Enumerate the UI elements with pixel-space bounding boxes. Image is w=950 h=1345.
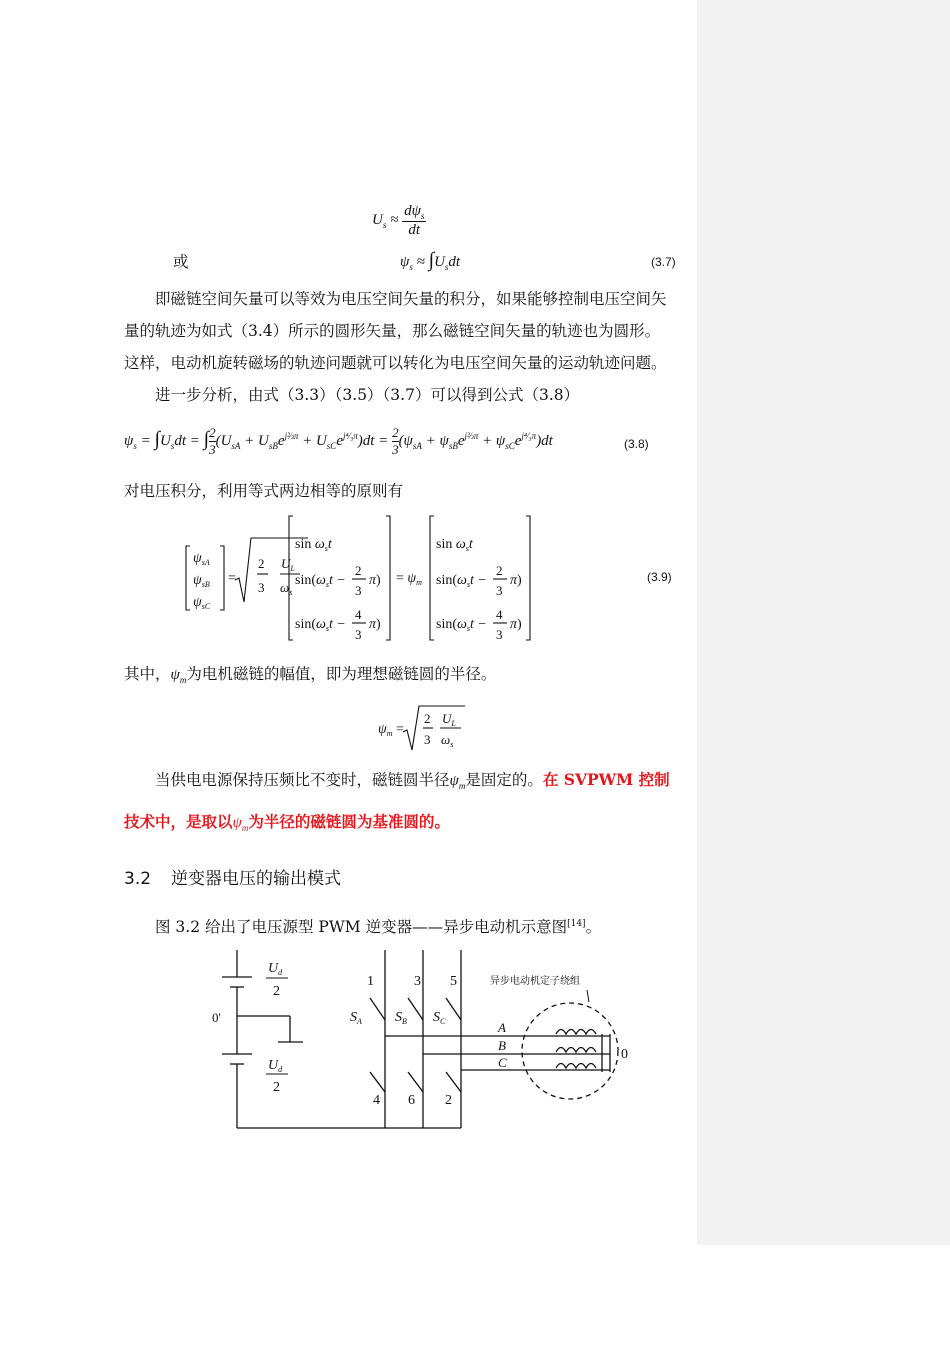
svg-text:B: B xyxy=(498,1038,506,1053)
paragraph xyxy=(124,283,694,315)
svg-text:ψsA: $\psi_{sA}$ xyxy=(193,551,210,567)
svg-text:3: 3 xyxy=(355,627,362,642)
svg-text:5: 5 xyxy=(450,974,457,989)
svg-text:2: 2 xyxy=(273,1080,280,1095)
text: 其中， xyxy=(124,665,171,683)
inverter-circuit-diagram xyxy=(200,950,650,1135)
svg-text:C: C xyxy=(498,1055,507,1070)
svg-text:sin ωst: $\sin \omega_st$ xyxy=(436,537,473,553)
paragraph: 其中，$\psi_m$为电机磁链的幅值，即为理想磁链圆的半径。 xyxy=(124,665,497,685)
svg-text:2: 2 xyxy=(496,563,503,578)
paragraph: 进一步分析，由式（3.3）（3.5）（3.7）可以得到公式（3.8） xyxy=(155,386,580,404)
svg-text:3: 3 xyxy=(496,583,503,598)
svg-text:ωs: $\omega_s$ xyxy=(441,732,454,749)
svg-text:3: 3 xyxy=(496,627,503,642)
svg-text:Ud: $U_d$ xyxy=(268,1058,283,1074)
svg-text:SB: $S_B$ xyxy=(395,1010,407,1026)
svg-text:π): π) xyxy=(369,617,381,632)
paragraph: 技术中，是取以$\psi_m$为半径的磁链圆为基准圆的。 xyxy=(124,812,450,833)
svg-text:Ud: $U_d$ xyxy=(268,961,283,977)
svg-text:0: 0 xyxy=(621,1047,628,1062)
text: 当供电电源保持压频比不变时，磁链圆半径 xyxy=(155,771,450,789)
highlight-text: 技术中，是取以 xyxy=(124,812,233,831)
equation-number: (3.9) xyxy=(647,570,672,584)
text-line: 量的轨迹为如式（3.4）所示的圆形矢量，那么磁链空间矢量的轨迹也为圆形。 xyxy=(124,322,661,340)
svg-text:UL: $U_L$ xyxy=(281,556,295,573)
svg-text:=: = xyxy=(228,571,236,586)
highlight-text: 为半径的磁链圆为基准圆的。 xyxy=(248,812,450,831)
text-line: 这样，电动机旋转磁场的轨迹问题就可以转化为电压空间矢量的运动轨迹问题。 xyxy=(124,354,667,372)
svg-text:sin(ωst −: $\sin(\omega_st$ − xyxy=(295,573,346,589)
text-line: 即磁链空间矢量可以等效为电压空间矢量的积分，如果能够控制电压空间矢 xyxy=(155,290,667,308)
svg-text:= ψm: = $\psi_m$ xyxy=(396,571,422,587)
svg-text:ψsC: $\psi_{sC}$ xyxy=(193,595,211,611)
matrix-equation-svg xyxy=(180,512,540,644)
paragraph xyxy=(124,347,694,379)
svg-text:2: 2 xyxy=(424,711,431,726)
svg-text:4: 4 xyxy=(355,607,362,622)
svg-text:ωs: $\omega_s$ xyxy=(280,580,293,597)
svg-text:π): π) xyxy=(510,573,522,588)
paragraph: 当供电电源保持压频比不变时，磁链圆半径$\psi_m$是固定的。在 SVPWM 控制 xyxy=(155,770,670,791)
section-title: 逆变器电压的输出模式 xyxy=(171,869,342,889)
svg-text:π): π) xyxy=(369,573,381,588)
text: 是固定的。 xyxy=(465,771,543,789)
equation-3-8: $\psi_s = \int U_sdt$ = ∫ $\frac{2}{3}$ $(U_{sA} + U_{sB}e^{j\frac{2}{3}\pi} + U_{sC}e^{j^4⁄_3\pi})dt$ = $\frac{2}{3}$ $(\psi_{sA} + \psi_{sB}e^{j\frac{2}{3}\pi} + \psi_{sC}e^{j^4⁄_3\pi})dt$ xyxy=(124,425,553,457)
svg-text:1: 1 xyxy=(367,974,374,989)
text: 图 3.2 给出了电压源型 PWM 逆变器——异步电动机示意图 xyxy=(155,918,568,937)
svg-text:sin(ωst −: $\sin(\omega_st$ − xyxy=(295,617,346,633)
equation-psi-m xyxy=(377,704,477,752)
svg-text:3: 3 xyxy=(424,732,431,747)
svg-text:3: 3 xyxy=(258,580,265,595)
svg-text:ψm: $\psi_m$ xyxy=(378,722,393,738)
text: 为电机磁链的幅值，即为理想磁链圆的半径。 xyxy=(186,665,497,683)
comment-margin xyxy=(697,0,950,1245)
section-number: 3.2 xyxy=(124,869,152,889)
svg-text:A: A xyxy=(498,1020,506,1035)
svg-text:2: 2 xyxy=(445,1093,452,1108)
svg-text:3: 3 xyxy=(414,974,421,989)
svg-text:异步电动机定子绕组: 异步电动机定子绕组 xyxy=(490,976,580,987)
svg-text:sin ωst: $\sin \omega_st$ xyxy=(295,537,332,553)
svg-text:π): π) xyxy=(510,617,522,632)
or-label: 或 xyxy=(173,253,189,271)
svg-text:SA: $S_A$ xyxy=(350,1010,362,1026)
svg-text:2: 2 xyxy=(273,984,280,999)
svg-text:4: 4 xyxy=(373,1093,380,1108)
citation: [14] xyxy=(567,919,586,929)
svg-text:6: 6 xyxy=(408,1093,415,1108)
section-heading xyxy=(124,864,341,889)
svg-text:4: 4 xyxy=(496,607,503,622)
paragraph xyxy=(124,908,694,943)
svg-text:3: 3 xyxy=(355,583,362,598)
svg-text:sin(ωst −: $\sin(\omega_st$ − xyxy=(436,617,487,633)
equation-number: (3.8) xyxy=(624,437,649,451)
svg-text:2: 2 xyxy=(355,563,362,578)
svg-text:sin(ωst −: $\sin(\omega_st$ − xyxy=(436,573,487,589)
highlight-text: 在 SVPWM 控制 xyxy=(542,770,670,789)
text: 。 xyxy=(585,918,602,937)
svg-text:SC: $S_C$ xyxy=(433,1010,446,1026)
svg-text:=: = xyxy=(396,722,404,737)
svg-text:0': 0' xyxy=(212,1010,221,1025)
paragraph xyxy=(124,315,694,347)
svg-text:ψsB: $\psi_{sB}$ xyxy=(193,573,210,589)
svg-text:2: 2 xyxy=(258,556,265,571)
paragraph: 对电压积分，利用等式两边相等的原则有 xyxy=(124,482,404,500)
svg-text:UL: $U_L$ xyxy=(442,711,456,728)
eq-us-fraction: $U_s$ ≈ $d\psi_s$ dt xyxy=(372,203,425,238)
equation-number: (3.7) xyxy=(651,255,676,269)
eq-psi-integral: $\psi_s \approx \int U_sdt$ xyxy=(400,249,461,272)
